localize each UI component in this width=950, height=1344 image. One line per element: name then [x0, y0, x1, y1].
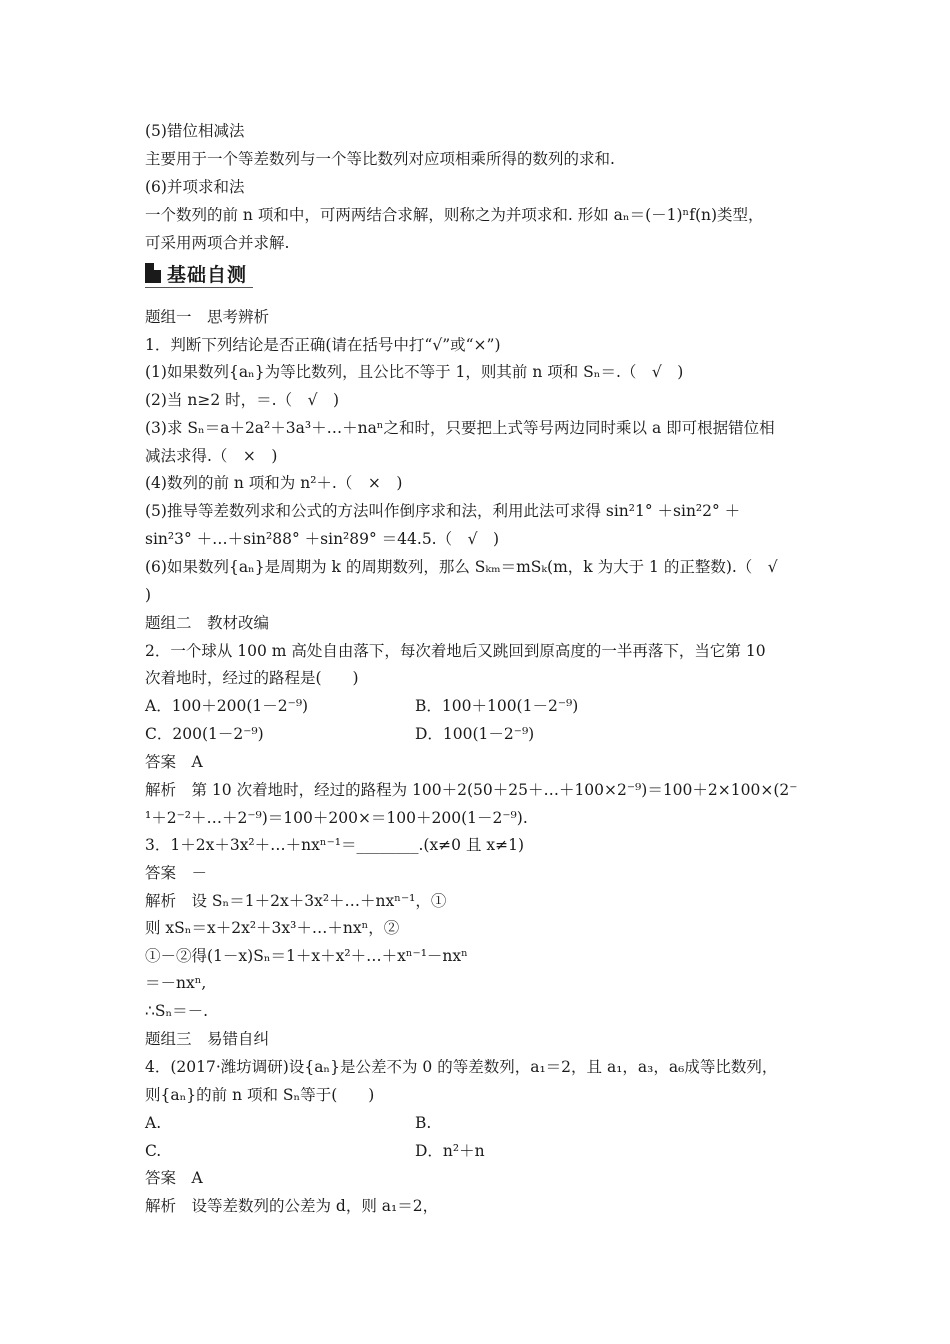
text-line: (4)数列的前 n 项和为 n²＋.（ × ) [145, 474, 403, 492]
text-line: 答案 － [145, 864, 208, 882]
text-line: 1．判断下列结论是否正确(请在括号中打“√”或“×”) [145, 336, 501, 354]
option-left: C. [145, 1142, 162, 1160]
option-row [145, 1141, 485, 1161]
text-line: (6)并项求和法 [145, 178, 245, 196]
text-line: 一个数列的前 n 项和中，可两两结合求解，则称之为并项求和. 形如 aₙ＝(－1)ⁿf(n)类型， [145, 206, 764, 224]
text-line: 解析 设 Sₙ＝1＋2x＋3x²＋…＋nxⁿ⁻¹，① [145, 892, 447, 910]
option-left: A. [145, 1114, 162, 1132]
option-right: B. [415, 1114, 432, 1132]
option-left: A．100＋200(1－2⁻⁹) [145, 697, 309, 715]
text-line: sin²3° ＋…＋sin²88° ＋sin²89° ＝44.5.（ √ ) [145, 530, 500, 548]
option-right: D．100(1－2⁻⁹) [415, 725, 535, 743]
option-row [145, 724, 535, 744]
text-line: 2．一个球从 100 m 高处自由落下，每次着地后又跳回到原高度的一半再落下，当它第 10 [145, 642, 766, 660]
option-row [145, 1113, 432, 1133]
text-line: (3)求 Sₙ＝a＋2a²＋3a³＋…＋naⁿ之和时，只要把上式等号两边同时乘以 a 即可根据错位相 [145, 419, 775, 437]
text-line: 可采用两项合并求解. [145, 234, 290, 252]
text-line: 4．(2017·潍坊调研)设{aₙ}是公差不为 0 的等差数列，a₁＝2，且 a₁，a₃，a₆成等比数列， [145, 1058, 778, 1076]
text-line: 答案 A [145, 1169, 203, 1187]
text-line: (1)如果数列{aₙ}为等比数列，且公比不等于 1，则其前 n 项和 Sₙ＝.（ √ ) [145, 363, 684, 381]
text-line: (5)错位相减法 [145, 122, 245, 140]
text-line: ①－②得(1－x)Sₙ＝1＋x＋x²＋…＋xⁿ⁻¹－nxⁿ [145, 947, 468, 965]
text-line: 题组三 易错自纠 [145, 1030, 270, 1048]
text-line: ∴Sₙ＝－. [145, 1002, 209, 1020]
option-left: C．200(1－2⁻⁹) [145, 725, 264, 743]
heading-underline [145, 287, 253, 288]
text-line: 次着地时，经过的路程是( ) [145, 669, 359, 687]
text-line: 主要用于一个等差数列与一个等比数列对应项相乘所得的数列的求和. [145, 150, 615, 168]
section-heading [145, 259, 255, 289]
text-line: 解析 设等差数列的公差为 d，则 a₁＝2， [145, 1197, 439, 1215]
text-line: (6)如果数列{aₙ}是周期为 k 的周期数列，那么 Sₖₘ＝mSₖ(m，k 为大于 1 的正整数).（ √ [145, 558, 778, 576]
text-line: 则 xSₙ＝x＋2x²＋3x³＋…＋nxⁿ，② [145, 919, 400, 937]
text-line: 答案 A [145, 753, 203, 771]
text-line: (2)当 n≥2 时，＝.（ √ ) [145, 391, 339, 409]
option-right: B．100＋100(1－2⁻⁹) [415, 697, 579, 715]
heading-block-notch [154, 263, 161, 270]
text-line: ¹＋2⁻²＋…＋2⁻⁹)＝100＋200×＝100＋200(1－2⁻⁹). [145, 809, 528, 827]
text-line: 则{aₙ}的前 n 项和 Sₙ等于( ) [145, 1086, 375, 1104]
text-line: ) [145, 586, 152, 604]
option-right: D．n²＋n [415, 1142, 485, 1160]
option-row [145, 696, 579, 716]
text-line: 3．1＋2x＋3x²＋…＋nxⁿ⁻¹＝________.(x≠0 且 x≠1) [145, 836, 525, 854]
text-line: 减法求得.（ × ) [145, 447, 278, 465]
text-line: 题组二 教材改编 [145, 614, 270, 632]
text-line: (5)推导等差数列求和公式的方法叫作倒序求和法，利用此法可求得 sin²1° ＋sin²2° ＋ [145, 502, 741, 520]
section-heading-text: 基础自测 [167, 264, 248, 286]
text-line: 题组一 思考辨析 [145, 308, 270, 326]
text-line: 解析 第 10 次着地时，经过的路程为 100＋2(50＋25＋…＋100×2⁻⁹)＝100＋2×100×(2⁻ [145, 781, 798, 799]
text-line: ＝－nxⁿ, [145, 974, 207, 992]
